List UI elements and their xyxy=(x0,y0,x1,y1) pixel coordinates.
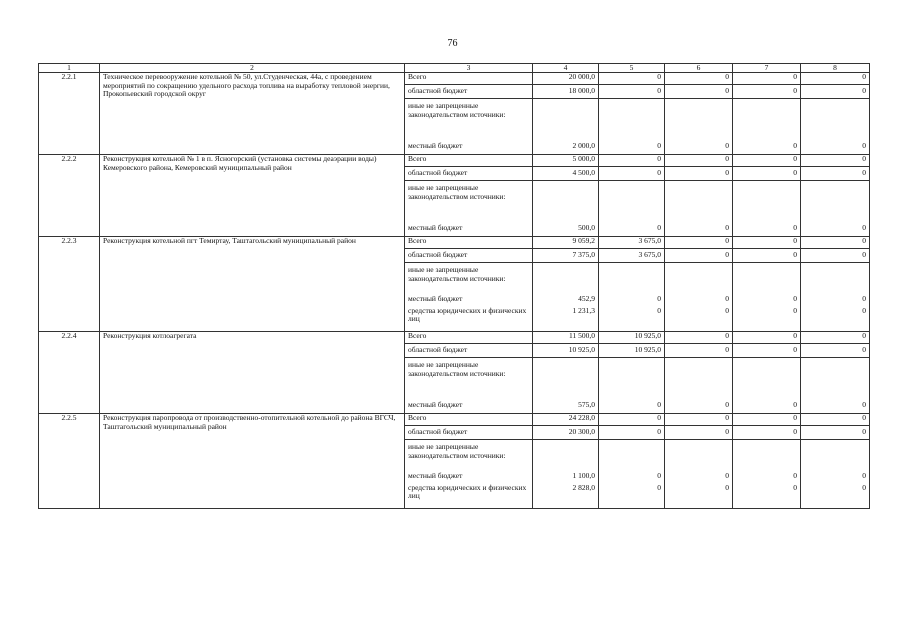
local-value: 0 xyxy=(657,400,661,409)
other-values-cell xyxy=(801,263,870,332)
local-value: 0 xyxy=(725,471,729,480)
other-values-cell xyxy=(801,440,870,509)
total-value: 3 675,0 xyxy=(599,237,665,249)
local-value: 1 100,0 xyxy=(572,471,595,480)
source-local-label: местный бюджет xyxy=(408,223,463,232)
local-value: 0 xyxy=(793,141,797,150)
other-values-cell xyxy=(733,440,801,509)
local-value: 0 xyxy=(657,223,661,232)
source-total-label: Всего xyxy=(405,155,533,167)
total-value: 11 500,0 xyxy=(533,332,599,344)
legal-value: 0 xyxy=(657,305,661,315)
local-value: 0 xyxy=(862,294,866,303)
total-value: 20 000,0 xyxy=(533,73,599,85)
total-value: 0 xyxy=(801,332,870,344)
total-value: 0 xyxy=(801,73,870,85)
source-other-label: иные не запрещенные законодательством источники: xyxy=(408,442,506,460)
table-row xyxy=(39,237,870,249)
source-other-cell xyxy=(405,99,533,155)
source-regional-label: областной бюджет xyxy=(405,426,533,440)
local-value: 0 xyxy=(657,471,661,480)
other-values-cell xyxy=(801,358,870,414)
regional-value: 4 500,0 xyxy=(533,167,599,181)
source-local-label: местный бюджет xyxy=(408,141,463,150)
total-value: 0 xyxy=(599,155,665,167)
regional-value: 0 xyxy=(665,85,733,99)
source-local-label: местный бюджет xyxy=(408,471,463,480)
source-other-cell xyxy=(405,181,533,237)
regional-value: 0 xyxy=(733,85,801,99)
column-header: 5 xyxy=(599,64,665,73)
regional-value: 0 xyxy=(599,426,665,440)
legal-value: 1 231,3 xyxy=(572,305,595,315)
total-value: 24 228,0 xyxy=(533,414,599,426)
source-other-label: иные не запрещенные законодательством источники: xyxy=(408,360,506,378)
source-regional-label: областной бюджет xyxy=(405,249,533,263)
item-code: 2.2.3 xyxy=(39,237,100,332)
total-value: 0 xyxy=(733,237,801,249)
total-value: 0 xyxy=(733,155,801,167)
local-value: 0 xyxy=(657,294,661,303)
regional-value: 0 xyxy=(733,167,801,181)
column-header: 6 xyxy=(665,64,733,73)
local-value: 575,0 xyxy=(578,400,595,409)
table-row xyxy=(39,73,870,85)
total-value: 10 925,0 xyxy=(599,332,665,344)
item-code: 2.2.2 xyxy=(39,155,100,237)
other-values-cell xyxy=(801,99,870,155)
total-value: 9 059,2 xyxy=(533,237,599,249)
source-other-label: иные не запрещенные законодательством источники: xyxy=(408,183,506,201)
source-total-label: Всего xyxy=(405,73,533,85)
regional-value: 0 xyxy=(801,344,870,358)
legal-value: 0 xyxy=(862,305,866,315)
regional-value: 0 xyxy=(801,85,870,99)
regional-value: 0 xyxy=(801,167,870,181)
table-row xyxy=(39,332,870,344)
other-values-cell xyxy=(533,263,599,332)
other-values-cell xyxy=(665,358,733,414)
total-value: 0 xyxy=(801,414,870,426)
item-code: 2.2.1 xyxy=(39,73,100,155)
legal-value: 2 828,0 xyxy=(572,482,595,492)
item-name: Реконструкция котельной № 1 в п. Ясногорский (установка системы деаэрации воды) Кемеровского района, Кемеровский муниципальный район xyxy=(100,155,405,237)
source-other-cell xyxy=(405,440,533,509)
column-header: 1 xyxy=(39,64,100,73)
item-name: Техническое перевооружение котельной № 50, ул.Студенческая, 44а, с проведением мероприятий по сокращению удельного расхода топлива на выработку тепловой энергии, Прокопьевский городской округ xyxy=(100,73,405,155)
local-value: 0 xyxy=(725,294,729,303)
source-total-label: Всего xyxy=(405,414,533,426)
total-value: 0 xyxy=(801,155,870,167)
local-value: 0 xyxy=(862,141,866,150)
column-header: 7 xyxy=(733,64,801,73)
column-header: 2 xyxy=(100,64,405,73)
legal-value: 0 xyxy=(657,482,661,492)
legal-value: 0 xyxy=(862,482,866,492)
source-total-label: Всего xyxy=(405,332,533,344)
column-header: 8 xyxy=(801,64,870,73)
source-other-label: иные не запрещенные законодательством источники: xyxy=(408,265,506,283)
other-values-cell xyxy=(733,358,801,414)
total-value: 0 xyxy=(599,73,665,85)
other-values-cell xyxy=(665,181,733,237)
item-name: Реконструкция паропровода от производственно-отопительной котельной до района ВГСЧ, Таштагольский муниципальный район xyxy=(100,414,405,509)
local-value: 0 xyxy=(725,223,729,232)
local-value: 0 xyxy=(793,223,797,232)
other-values-cell xyxy=(533,358,599,414)
source-regional-label: областной бюджет xyxy=(405,167,533,181)
other-values-cell xyxy=(533,99,599,155)
other-values-cell xyxy=(599,263,665,332)
item-name: Реконструкция котлоагрегата xyxy=(100,332,405,414)
regional-value: 20 300,0 xyxy=(533,426,599,440)
table-row xyxy=(39,414,870,426)
source-local-label: местный бюджет xyxy=(408,294,463,303)
total-value: 0 xyxy=(665,332,733,344)
regional-value: 0 xyxy=(665,167,733,181)
item-code: 2.2.5 xyxy=(39,414,100,509)
other-values-cell xyxy=(599,181,665,237)
regional-value: 7 375,0 xyxy=(533,249,599,263)
total-value: 0 xyxy=(733,332,801,344)
regional-value: 10 925,0 xyxy=(599,344,665,358)
page-number: 76 xyxy=(447,38,458,49)
source-other-cell xyxy=(405,358,533,414)
source-total-label: Всего xyxy=(405,237,533,249)
total-value: 0 xyxy=(733,73,801,85)
regional-value: 0 xyxy=(665,426,733,440)
local-value: 0 xyxy=(793,471,797,480)
regional-value: 0 xyxy=(733,249,801,263)
other-values-cell xyxy=(665,99,733,155)
total-value: 0 xyxy=(665,155,733,167)
source-regional-label: областной бюджет xyxy=(405,85,533,99)
total-value: 0 xyxy=(665,414,733,426)
local-value: 0 xyxy=(862,471,866,480)
local-value: 0 xyxy=(657,141,661,150)
source-regional-label: областной бюджет xyxy=(405,344,533,358)
legal-value: 0 xyxy=(725,482,729,492)
local-value: 2 000,0 xyxy=(572,141,595,150)
column-header-row xyxy=(39,64,870,73)
other-values-cell xyxy=(801,181,870,237)
regional-value: 0 xyxy=(665,249,733,263)
other-values-cell xyxy=(665,440,733,509)
regional-value: 18 000,0 xyxy=(533,85,599,99)
regional-value: 0 xyxy=(801,249,870,263)
total-value: 5 000,0 xyxy=(533,155,599,167)
item-name: Реконструкция котельной пгт Темиртау, Таштагольский муниципальный район xyxy=(100,237,405,332)
column-header: 3 xyxy=(405,64,533,73)
other-values-cell xyxy=(599,358,665,414)
legal-value: 0 xyxy=(793,482,797,492)
regional-value: 0 xyxy=(599,85,665,99)
local-value: 0 xyxy=(862,400,866,409)
source-legal-label: средства юридических и физических лиц xyxy=(408,482,527,501)
column-header: 4 xyxy=(533,64,599,73)
legal-value: 0 xyxy=(793,305,797,315)
source-other-cell xyxy=(405,263,533,332)
other-values-cell xyxy=(533,181,599,237)
regional-value: 0 xyxy=(733,344,801,358)
regional-value: 0 xyxy=(599,167,665,181)
local-value: 0 xyxy=(725,400,729,409)
other-values-cell xyxy=(665,263,733,332)
total-value: 0 xyxy=(665,73,733,85)
local-value: 0 xyxy=(793,294,797,303)
legal-value: 0 xyxy=(725,305,729,315)
regional-value: 10 925,0 xyxy=(533,344,599,358)
local-value: 452,9 xyxy=(578,294,595,303)
local-value: 0 xyxy=(793,400,797,409)
other-values-cell xyxy=(599,99,665,155)
table-row xyxy=(39,155,870,167)
total-value: 0 xyxy=(665,237,733,249)
local-value: 0 xyxy=(862,223,866,232)
item-code: 2.2.4 xyxy=(39,332,100,414)
regional-value: 0 xyxy=(733,426,801,440)
total-value: 0 xyxy=(599,414,665,426)
other-values-cell xyxy=(533,440,599,509)
other-values-cell xyxy=(733,181,801,237)
local-value: 500,0 xyxy=(578,223,595,232)
regional-value: 3 675,0 xyxy=(599,249,665,263)
other-values-cell xyxy=(599,440,665,509)
other-values-cell xyxy=(733,99,801,155)
regional-value: 0 xyxy=(801,426,870,440)
budget-table xyxy=(38,63,870,509)
source-other-label: иные не запрещенные законодательством источники: xyxy=(408,101,506,119)
total-value: 0 xyxy=(801,237,870,249)
regional-value: 0 xyxy=(665,344,733,358)
total-value: 0 xyxy=(733,414,801,426)
other-values-cell xyxy=(733,263,801,332)
local-value: 0 xyxy=(725,141,729,150)
source-legal-label: средства юридических и физических лиц xyxy=(408,305,527,324)
source-local-label: местный бюджет xyxy=(408,400,463,409)
